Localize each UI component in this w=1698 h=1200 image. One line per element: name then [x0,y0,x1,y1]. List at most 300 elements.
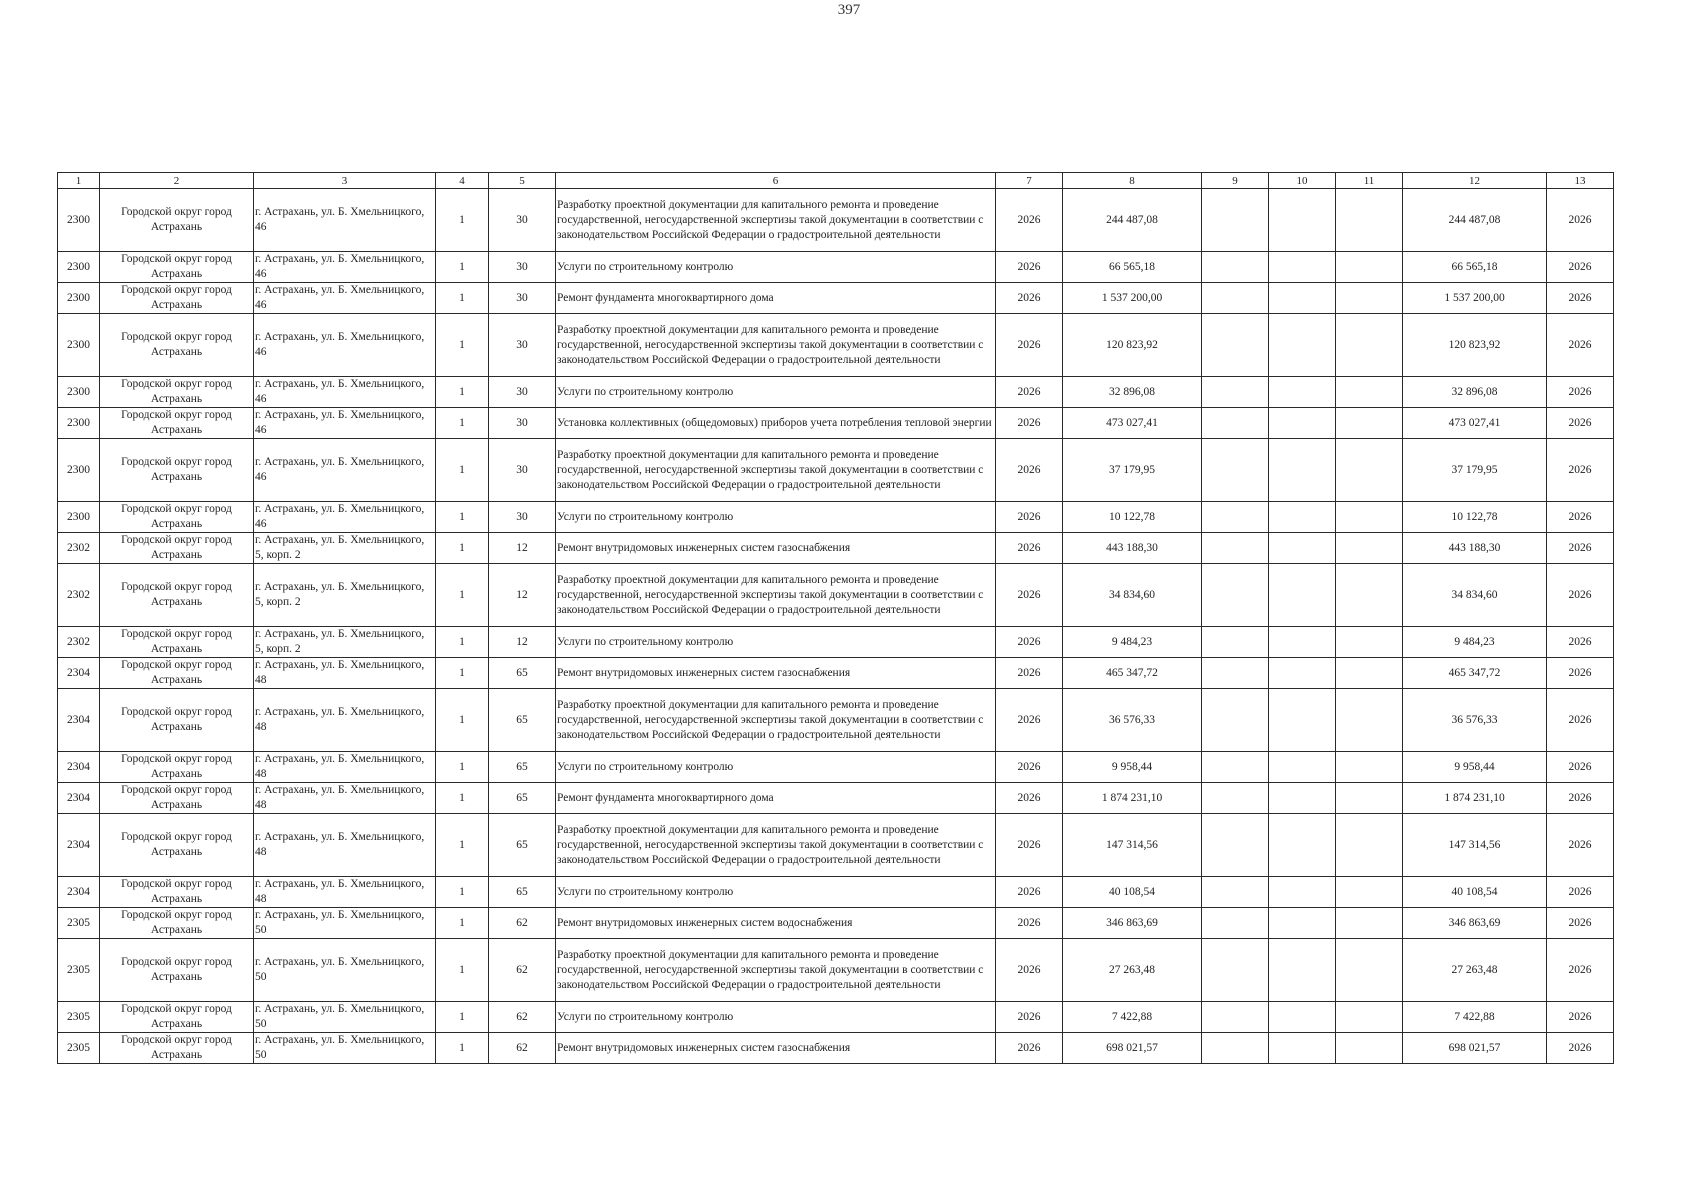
end-year-cell: 2026 [1547,314,1614,377]
col5-cell: 62 [489,1033,556,1064]
municipality-cell: Городской округ город Астрахань [100,439,254,502]
col11-cell [1336,314,1403,377]
end-year-cell: 2026 [1547,377,1614,408]
col9-cell [1202,439,1269,502]
year-cell: 2026 [996,314,1063,377]
col11-cell [1336,908,1403,939]
work-type-cell: Ремонт внутридомовых инженерных систем водоснабжения [556,908,996,939]
total-cell: 465 347,72 [1403,658,1547,689]
municipality-cell: Городской округ город Астрахань [100,564,254,627]
cost-cell: 1 874 231,10 [1063,783,1202,814]
total-cell: 37 179,95 [1403,439,1547,502]
year-cell: 2026 [996,877,1063,908]
work-type-cell: Услуги по строительному контролю [556,502,996,533]
col5-cell: 65 [489,752,556,783]
municipality-cell: Городской округ город Астрахань [100,908,254,939]
col11-cell [1336,408,1403,439]
table-row [58,502,1614,533]
page-number: 397 [837,2,861,18]
work-type-cell: Услуги по строительному контролю [556,377,996,408]
year-cell: 2026 [996,1033,1063,1064]
year-cell: 2026 [996,252,1063,283]
total-cell: 36 576,33 [1403,689,1547,752]
row-number-cell: 2302 [58,564,100,627]
end-year-cell: 2026 [1547,408,1614,439]
col11-cell [1336,627,1403,658]
row-number-cell: 2305 [58,1033,100,1064]
address-cell: г. Астрахань, ул. Б. Хмельницкого, 5, корп. 2 [254,564,436,627]
col10-cell [1269,658,1336,689]
municipality-cell: Городской округ город Астрахань [100,283,254,314]
col11-cell [1336,252,1403,283]
year-cell: 2026 [996,439,1063,502]
work-type-cell: Ремонт внутридомовых инженерных систем газоснабжения [556,1033,996,1064]
col10-cell [1269,502,1336,533]
table-row [58,752,1614,783]
col5-cell: 65 [489,658,556,689]
table-body [58,189,1614,1064]
end-year-cell: 2026 [1547,1002,1614,1033]
column-header-10: 10 [1269,173,1336,189]
col10-cell [1269,783,1336,814]
municipality-cell: Городской округ город Астрахань [100,783,254,814]
table-row [58,314,1614,377]
work-type-cell: Установка коллективных (общедомовых) приборов учета потребления тепловой энергии [556,408,996,439]
col5-cell: 30 [489,377,556,408]
col11-cell [1336,877,1403,908]
cost-cell: 36 576,33 [1063,689,1202,752]
work-type-cell: Разработку проектной документации для капитального ремонта и проведение государственной, негосударственной экспертизы такой документации в соответствии с законодательством Российской Федерации о градостроительной деятельности [556,439,996,502]
col10-cell [1269,189,1336,252]
col4-cell: 1 [436,252,489,283]
col4-cell: 1 [436,877,489,908]
col4-cell: 1 [436,189,489,252]
table-row [58,283,1614,314]
cost-cell: 40 108,54 [1063,877,1202,908]
col4-cell: 1 [436,408,489,439]
year-cell: 2026 [996,283,1063,314]
col11-cell [1336,283,1403,314]
year-cell: 2026 [996,627,1063,658]
col11-cell [1336,814,1403,877]
col5-cell: 30 [489,189,556,252]
work-type-cell: Услуги по строительному контролю [556,877,996,908]
col4-cell: 1 [436,908,489,939]
end-year-cell: 2026 [1547,533,1614,564]
end-year-cell: 2026 [1547,752,1614,783]
total-cell: 9 484,23 [1403,627,1547,658]
col11-cell [1336,1033,1403,1064]
year-cell: 2026 [996,564,1063,627]
table-row [58,783,1614,814]
col10-cell [1269,877,1336,908]
municipality-cell: Городской округ город Астрахань [100,689,254,752]
table-row [58,377,1614,408]
year-cell: 2026 [996,908,1063,939]
end-year-cell: 2026 [1547,908,1614,939]
column-header-13: 13 [1547,173,1614,189]
table-row [58,939,1614,1002]
municipality-cell: Городской округ город Астрахань [100,752,254,783]
year-cell: 2026 [996,408,1063,439]
table-row [58,533,1614,564]
table-row [58,1033,1614,1064]
col10-cell [1269,908,1336,939]
col9-cell [1202,533,1269,564]
col9-cell [1202,408,1269,439]
col10-cell [1269,627,1336,658]
col9-cell [1202,939,1269,1002]
total-cell: 10 122,78 [1403,502,1547,533]
col5-cell: 62 [489,1002,556,1033]
col5-cell: 30 [489,283,556,314]
year-cell: 2026 [996,1002,1063,1033]
col10-cell [1269,377,1336,408]
work-type-cell: Услуги по строительному контролю [556,752,996,783]
row-number-cell: 2304 [58,689,100,752]
address-cell: г. Астрахань, ул. Б. Хмельницкого, 48 [254,658,436,689]
municipality-cell: Городской округ город Астрахань [100,939,254,1002]
col5-cell: 62 [489,939,556,1002]
total-cell: 120 823,92 [1403,314,1547,377]
municipality-cell: Городской округ город Астрахань [100,1002,254,1033]
cost-cell: 698 021,57 [1063,1033,1202,1064]
end-year-cell: 2026 [1547,252,1614,283]
cost-cell: 120 823,92 [1063,314,1202,377]
address-cell: г. Астрахань, ул. Б. Хмельницкого, 50 [254,1002,436,1033]
municipality-cell: Городской округ город Астрахань [100,252,254,283]
col11-cell [1336,564,1403,627]
col10-cell [1269,252,1336,283]
end-year-cell: 2026 [1547,689,1614,752]
column-header-2: 2 [100,173,254,189]
col4-cell: 1 [436,939,489,1002]
col10-cell [1269,689,1336,752]
total-cell: 443 188,30 [1403,533,1547,564]
col4-cell: 1 [436,783,489,814]
column-header-8: 8 [1063,173,1202,189]
cost-cell: 244 487,08 [1063,189,1202,252]
year-cell: 2026 [996,658,1063,689]
col9-cell [1202,783,1269,814]
total-cell: 147 314,56 [1403,814,1547,877]
col5-cell: 62 [489,908,556,939]
year-cell: 2026 [996,189,1063,252]
column-header-11: 11 [1336,173,1403,189]
col11-cell [1336,502,1403,533]
work-type-cell: Разработку проектной документации для капитального ремонта и проведение государственной, негосударственной экспертизы такой документации в соответствии с законодательством Российской Федерации о градостроительной деятельности [556,314,996,377]
address-cell: г. Астрахань, ул. Б. Хмельницкого, 46 [254,502,436,533]
row-number-cell: 2305 [58,939,100,1002]
col11-cell [1336,689,1403,752]
table-row [58,408,1614,439]
col4-cell: 1 [436,502,489,533]
col5-cell: 65 [489,783,556,814]
col11-cell [1336,533,1403,564]
col4-cell: 1 [436,1002,489,1033]
total-cell: 7 422,88 [1403,1002,1547,1033]
col10-cell [1269,814,1336,877]
cost-cell: 34 834,60 [1063,564,1202,627]
year-cell: 2026 [996,814,1063,877]
cost-cell: 7 422,88 [1063,1002,1202,1033]
address-cell: г. Астрахань, ул. Б. Хмельницкого, 5, корп. 2 [254,627,436,658]
col4-cell: 1 [436,377,489,408]
col10-cell [1269,408,1336,439]
col9-cell [1202,689,1269,752]
municipality-cell: Городской округ город Астрахань [100,377,254,408]
work-type-cell: Ремонт внутридомовых инженерных систем газоснабжения [556,658,996,689]
col9-cell [1202,627,1269,658]
address-cell: г. Астрахань, ул. Б. Хмельницкого, 46 [254,283,436,314]
col4-cell: 1 [436,1033,489,1064]
table-row [58,814,1614,877]
table-row [58,658,1614,689]
end-year-cell: 2026 [1547,502,1614,533]
end-year-cell: 2026 [1547,189,1614,252]
col5-cell: 12 [489,564,556,627]
col11-cell [1336,939,1403,1002]
col9-cell [1202,189,1269,252]
row-number-cell: 2300 [58,377,100,408]
work-type-cell: Услуги по строительному контролю [556,252,996,283]
cost-cell: 66 565,18 [1063,252,1202,283]
col9-cell [1202,252,1269,283]
municipality-cell: Городской округ город Астрахань [100,533,254,564]
address-cell: г. Астрахань, ул. Б. Хмельницкого, 48 [254,752,436,783]
table-row [58,564,1614,627]
col4-cell: 1 [436,533,489,564]
row-number-cell: 2305 [58,1002,100,1033]
table-row [58,189,1614,252]
col10-cell [1269,564,1336,627]
col4-cell: 1 [436,658,489,689]
row-number-cell: 2304 [58,814,100,877]
col9-cell [1202,564,1269,627]
col9-cell [1202,1033,1269,1064]
end-year-cell: 2026 [1547,283,1614,314]
table-row [58,627,1614,658]
col11-cell [1336,752,1403,783]
col5-cell: 30 [489,314,556,377]
total-cell: 66 565,18 [1403,252,1547,283]
end-year-cell: 2026 [1547,1033,1614,1064]
address-cell: г. Астрахань, ул. Б. Хмельницкого, 46 [254,252,436,283]
table-row [58,877,1614,908]
row-number-cell: 2302 [58,627,100,658]
col9-cell [1202,283,1269,314]
column-header-5: 5 [489,173,556,189]
cost-cell: 27 263,48 [1063,939,1202,1002]
work-type-cell: Ремонт внутридомовых инженерных систем газоснабжения [556,533,996,564]
row-number-cell: 2300 [58,439,100,502]
address-cell: г. Астрахань, ул. Б. Хмельницкого, 48 [254,689,436,752]
cost-cell: 465 347,72 [1063,658,1202,689]
col11-cell [1336,783,1403,814]
col9-cell [1202,377,1269,408]
col10-cell [1269,1002,1336,1033]
column-header-9: 9 [1202,173,1269,189]
col10-cell [1269,283,1336,314]
total-cell: 40 108,54 [1403,877,1547,908]
col5-cell: 65 [489,877,556,908]
col5-cell: 30 [489,502,556,533]
work-type-cell: Услуги по строительному контролю [556,1002,996,1033]
work-type-cell: Разработку проектной документации для капитального ремонта и проведение государственной, негосударственной экспертизы такой документации в соответствии с законодательством Российской Федерации о градостроительной деятельности [556,189,996,252]
municipality-cell: Городской округ город Астрахань [100,658,254,689]
row-number-cell: 2300 [58,408,100,439]
end-year-cell: 2026 [1547,439,1614,502]
col4-cell: 1 [436,814,489,877]
municipality-cell: Городской округ город Астрахань [100,814,254,877]
col9-cell [1202,658,1269,689]
row-number-cell: 2302 [58,533,100,564]
cost-cell: 443 188,30 [1063,533,1202,564]
total-cell: 244 487,08 [1403,189,1547,252]
col4-cell: 1 [436,439,489,502]
cost-cell: 37 179,95 [1063,439,1202,502]
municipality-cell: Городской округ город Астрахань [100,314,254,377]
table-header [58,173,1614,189]
address-cell: г. Астрахань, ул. Б. Хмельницкого, 48 [254,814,436,877]
work-type-cell: Разработку проектной документации для капитального ремонта и проведение государственной, негосударственной экспертизы такой документации в соответствии с законодательством Российской Федерации о градостроительной деятельности [556,814,996,877]
col4-cell: 1 [436,283,489,314]
row-number-cell: 2300 [58,314,100,377]
municipality-cell: Городской округ город Астрахань [100,408,254,439]
column-header-6: 6 [556,173,996,189]
end-year-cell: 2026 [1547,877,1614,908]
row-number-cell: 2300 [58,252,100,283]
column-header-4: 4 [436,173,489,189]
address-cell: г. Астрахань, ул. Б. Хмельницкого, 46 [254,314,436,377]
col11-cell [1336,377,1403,408]
address-cell: г. Астрахань, ул. Б. Хмельницкого, 48 [254,877,436,908]
cost-cell: 10 122,78 [1063,502,1202,533]
address-cell: г. Астрахань, ул. Б. Хмельницкого, 50 [254,939,436,1002]
address-cell: г. Астрахань, ул. Б. Хмельницкого, 46 [254,377,436,408]
col4-cell: 1 [436,752,489,783]
col4-cell: 1 [436,314,489,377]
row-number-cell: 2300 [58,189,100,252]
total-cell: 9 958,44 [1403,752,1547,783]
work-type-cell: Ремонт фундамента многоквартирного дома [556,783,996,814]
end-year-cell: 2026 [1547,939,1614,1002]
col9-cell [1202,877,1269,908]
table-row [58,252,1614,283]
municipality-cell: Городской округ город Астрахань [100,1033,254,1064]
total-cell: 34 834,60 [1403,564,1547,627]
cost-cell: 32 896,08 [1063,377,1202,408]
year-cell: 2026 [996,533,1063,564]
col10-cell [1269,314,1336,377]
col5-cell: 65 [489,814,556,877]
cost-cell: 346 863,69 [1063,908,1202,939]
end-year-cell: 2026 [1547,627,1614,658]
year-cell: 2026 [996,752,1063,783]
address-cell: г. Астрахань, ул. Б. Хмельницкого, 50 [254,908,436,939]
col11-cell [1336,189,1403,252]
total-cell: 346 863,69 [1403,908,1547,939]
row-number-cell: 2304 [58,658,100,689]
year-cell: 2026 [996,502,1063,533]
total-cell: 473 027,41 [1403,408,1547,439]
cost-cell: 473 027,41 [1063,408,1202,439]
end-year-cell: 2026 [1547,658,1614,689]
year-cell: 2026 [996,939,1063,1002]
col5-cell: 30 [489,439,556,502]
cost-cell: 9 484,23 [1063,627,1202,658]
col9-cell [1202,502,1269,533]
year-cell: 2026 [996,689,1063,752]
total-cell: 27 263,48 [1403,939,1547,1002]
row-number-cell: 2304 [58,783,100,814]
repair-program-table [57,172,1614,1064]
end-year-cell: 2026 [1547,814,1614,877]
col11-cell [1336,1002,1403,1033]
end-year-cell: 2026 [1547,783,1614,814]
col10-cell [1269,939,1336,1002]
address-cell: г. Астрахань, ул. Б. Хмельницкого, 46 [254,189,436,252]
municipality-cell: Городской округ город Астрахань [100,877,254,908]
work-type-cell: Разработку проектной документации для капитального ремонта и проведение государственной, негосударственной экспертизы такой документации в соответствии с законодательством Российской Федерации о градостроительной деятельности [556,564,996,627]
table-row [58,908,1614,939]
row-number-cell: 2304 [58,752,100,783]
end-year-cell: 2026 [1547,564,1614,627]
col10-cell [1269,1033,1336,1064]
col9-cell [1202,1002,1269,1033]
year-cell: 2026 [996,377,1063,408]
col10-cell [1269,439,1336,502]
col10-cell [1269,752,1336,783]
work-type-cell: Разработку проектной документации для капитального ремонта и проведение государственной, негосударственной экспертизы такой документации в соответствии с законодательством Российской Федерации о градостроительной деятельности [556,939,996,1002]
column-header-12: 12 [1403,173,1547,189]
work-type-cell: Ремонт фундамента многоквартирного дома [556,283,996,314]
col4-cell: 1 [436,627,489,658]
col9-cell [1202,814,1269,877]
municipality-cell: Городской округ город Астрахань [100,502,254,533]
column-header-7: 7 [996,173,1063,189]
column-header-1: 1 [58,173,100,189]
total-cell: 1 874 231,10 [1403,783,1547,814]
col5-cell: 12 [489,627,556,658]
address-cell: г. Астрахань, ул. Б. Хмельницкого, 46 [254,408,436,439]
col5-cell: 12 [489,533,556,564]
col9-cell [1202,752,1269,783]
work-type-cell: Услуги по строительному контролю [556,627,996,658]
col10-cell [1269,533,1336,564]
address-cell: г. Астрахань, ул. Б. Хмельницкого, 46 [254,439,436,502]
table-row [58,689,1614,752]
total-cell: 698 021,57 [1403,1033,1547,1064]
column-number-row [58,173,1614,189]
row-number-cell: 2300 [58,502,100,533]
column-header-3: 3 [254,173,436,189]
municipality-cell: Городской округ город Астрахань [100,627,254,658]
year-cell: 2026 [996,783,1063,814]
col11-cell [1336,439,1403,502]
address-cell: г. Астрахань, ул. Б. Хмельницкого, 50 [254,1033,436,1064]
col4-cell: 1 [436,689,489,752]
row-number-cell: 2304 [58,877,100,908]
cost-cell: 1 537 200,00 [1063,283,1202,314]
col11-cell [1336,658,1403,689]
cost-cell: 147 314,56 [1063,814,1202,877]
total-cell: 1 537 200,00 [1403,283,1547,314]
table-row [58,439,1614,502]
work-type-cell: Разработку проектной документации для капитального ремонта и проведение государственной, негосударственной экспертизы такой документации в соответствии с законодательством Российской Федерации о градостроительной деятельности [556,689,996,752]
table-row [58,1002,1614,1033]
col5-cell: 65 [489,689,556,752]
